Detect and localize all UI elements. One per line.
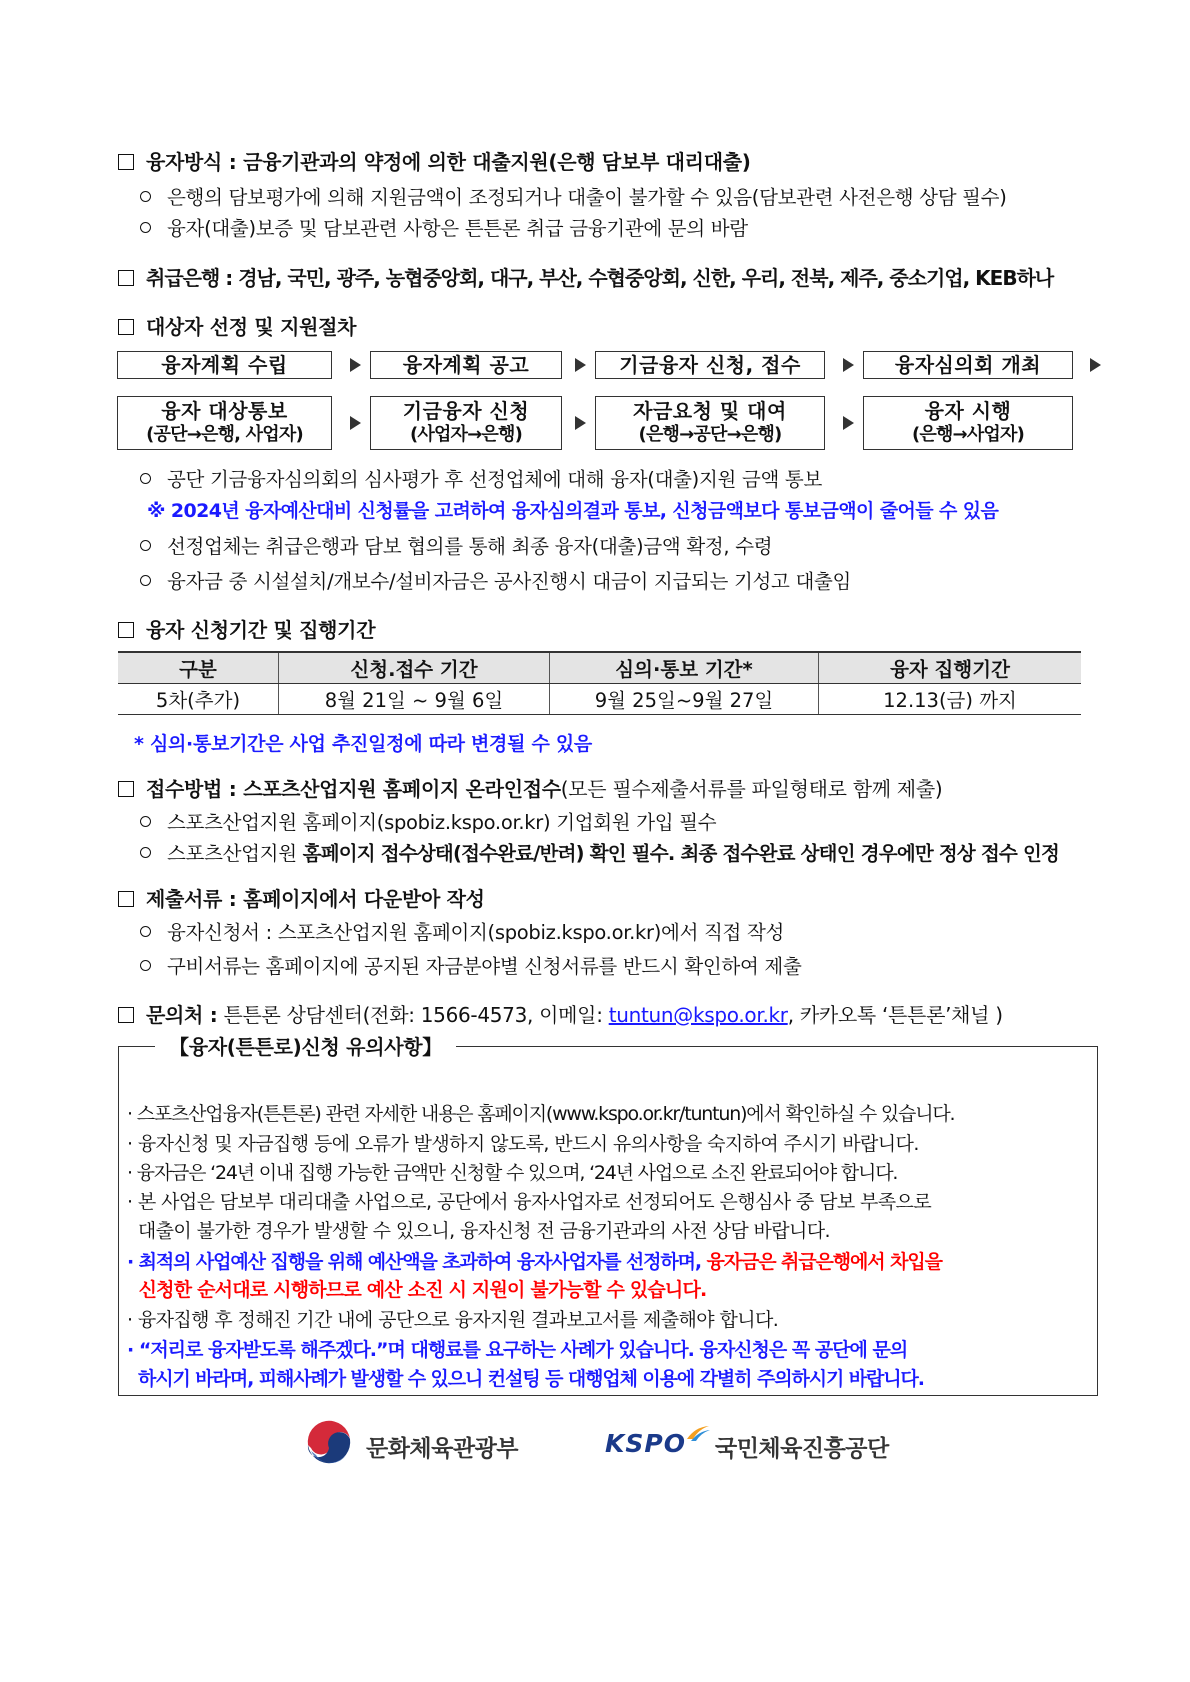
table-row — [118, 684, 1081, 715]
arrow-right-icon — [1090, 358, 1101, 372]
ministry-logo — [302, 1415, 522, 1471]
checkbox-square-icon — [118, 891, 134, 907]
checkbox-square-icon — [118, 781, 134, 797]
table-cell: 8월 21일 ~ 9월 6일 — [279, 684, 550, 715]
flow-step-sub: (은행→사업자) — [911, 424, 1025, 445]
table-cell: 9월 25일~9월 27일 — [550, 684, 819, 715]
arrow-right-icon — [843, 416, 854, 430]
contact-email-link[interactable]: tuntun@kspo.or.kr — [608, 1003, 788, 1027]
bullet-text: 구비서류는 홈페이지에 공지된 자금분야별 신청서류를 반드시 확인하여 제출 — [167, 955, 802, 978]
circle-bullet-icon — [140, 222, 151, 233]
period-note: * 심의·통보기간은 사업 추진일정에 따라 변경될 수 있음 — [134, 733, 592, 755]
table-cell: 12.13(금) 까지 — [819, 684, 1082, 715]
circle-bullet-icon — [140, 960, 151, 971]
flow-step-apply — [595, 351, 825, 379]
flow-step-sub: (사업자→은행) — [409, 424, 523, 445]
table-header: 구분 — [118, 652, 279, 684]
caution-line: · 본 사업은 담보부 대리대출 사업으로, 공단에서 융자사업자로 선정되어도 은행심사 중 담보 부족으로 — [127, 1191, 932, 1213]
section-loan-method — [118, 146, 751, 175]
schedule-table — [118, 651, 1081, 715]
contact-label: 문의처 : — [146, 1003, 218, 1027]
circle-bullet-icon — [140, 926, 151, 937]
swoosh-icon — [685, 1423, 711, 1443]
flow-step-committee — [863, 351, 1073, 379]
arrow-right-icon — [843, 358, 854, 372]
contact-text: 튼튼론 상담센터(전화: 1566-4573, 이메일: — [217, 1003, 609, 1027]
list-item — [140, 182, 1007, 210]
circle-bullet-icon — [140, 191, 151, 202]
bullet-text: 융자(대출)보증 및 담보관련 사항은 튼튼론 취급 금융기관에 문의 바람 — [167, 217, 748, 240]
table-header: 융자 집행기간 — [819, 652, 1082, 684]
bullet-text: 은행의 담보평가에 의해 지원금액이 조정되거나 대출이 불가할 수 있음(담보관련 사전은행 상담 필수) — [167, 186, 1007, 209]
checkbox-square-icon — [118, 1007, 134, 1023]
caution-warning-red: 신청한 순서대로 시행하므로 예산 소진 시 지원이 불가능할 수 있습니다. — [127, 1279, 707, 1301]
checkbox-square-icon — [118, 319, 134, 335]
list-item — [140, 807, 716, 835]
caution-line-blue: 하시기 바라며, 피해사례가 발생할 수 있으니 컨설팅 등 대행업체 이용에 각별히 주의하시기 바랍니다. — [127, 1368, 924, 1390]
circle-bullet-icon — [140, 816, 151, 827]
caution-title: 【융자(튼튼로)신청 유의사항】 — [155, 1031, 456, 1060]
ministry-name: 문화체육관광부 — [366, 1436, 519, 1462]
list-item — [140, 531, 772, 559]
section-banks — [118, 262, 1053, 291]
circle-bullet-icon — [140, 847, 151, 858]
section-contact — [118, 999, 1003, 1028]
flow-step-title: 융자 시행 — [924, 399, 1012, 423]
contact-text-after: , 카카오톡 ‘튼튼론’채널 ) — [787, 1003, 1003, 1027]
flow-step-loan-request — [370, 396, 562, 450]
kspo-logo — [605, 1415, 905, 1471]
checkbox-square-icon — [118, 270, 134, 286]
caution-line: · 융자신청 및 자금집행 등에 오류가 발생하지 않도록, 반드시 유의사항을 숙지하여 주시기 바랍니다. — [127, 1133, 919, 1155]
flow-step-label: 기금융자 신청, 접수 — [619, 353, 801, 377]
flow-step-execution — [863, 396, 1073, 450]
caution-line: · 융자금은 ‘24년 이내 집행 가능한 금액만 신청할 수 있으며, ‘24년 사업으로 소진 완료되어야 합니다. — [127, 1162, 898, 1184]
arrow-right-icon — [575, 358, 586, 372]
circle-bullet-icon — [140, 540, 151, 551]
flow-step-title: 기금융자 신청 — [402, 399, 530, 423]
list-item — [140, 917, 784, 945]
caution-line-blue: · “저리로 융자받도록 해주겠다.”며 대행료를 요구하는 사례가 있습니다. 융자신청은 꼭 공단에 문의 — [127, 1339, 908, 1361]
banks-label: 취급은행 : 경남, 국민, 광주, 농협중앙회, 대구, 부산, 수협중앙회, 신한, 우리, 전북, 제주, 중소기업, KEB하나 — [146, 266, 1054, 290]
list-item — [140, 464, 822, 492]
arrow-right-icon — [350, 416, 361, 430]
table-header: 신청.접수 기간 — [279, 652, 550, 684]
caution-line: 대출이 불가한 경우가 발생할 수 있으니, 융자신청 전 금융기관과의 사전 상담 바랍니다. — [127, 1220, 830, 1242]
reception-label-note: (모든 필수제출서류를 파일형태로 함께 제출) — [560, 777, 943, 801]
loan-method-label: 융자방식 : 금융기관과의 약정에 의한 대출지원(은행 담보부 대리대출) — [146, 150, 751, 174]
section-procedure — [118, 311, 356, 340]
kspo-wordmark: KSPO — [605, 1429, 686, 1458]
flow-step-funding — [595, 396, 825, 450]
list-item — [140, 951, 801, 979]
arrow-right-icon — [350, 358, 361, 372]
circle-bullet-icon — [140, 473, 151, 484]
procedure-label: 대상자 선정 및 지원절차 — [146, 315, 357, 339]
caution-line: · 스포츠산업융자(튼튼론) 관련 자세한 내용은 홈페이지(www.kspo.or.kr/tuntun)에서 확인하실 수 있습니다. — [127, 1103, 955, 1125]
flow-step-title: 융자 대상통보 — [161, 399, 288, 423]
procedure-note: ※ 2024년 융자예산대비 신청률을 고려하여 융자심의결과 통보, 신청금액보다 통보금액이 줄어들 수 있음 — [147, 500, 999, 522]
bullet-text: 공단 기금융자심의회의 심사평가 후 선정업체에 대해 융자(대출)지원 금액 통보 — [167, 468, 822, 491]
flow-step-notify — [117, 396, 332, 450]
kspo-name: 국민체육진흥공단 — [715, 1436, 889, 1462]
checkbox-square-icon — [118, 622, 134, 638]
list-item — [140, 213, 748, 241]
arrow-right-icon — [575, 416, 586, 430]
taegeuk-emblem-icon — [302, 1415, 356, 1469]
caution-box — [118, 1035, 1098, 1396]
list-item — [140, 838, 1059, 866]
period-label: 융자 신청기간 및 집행기간 — [146, 618, 376, 642]
bullet-text: 스포츠산업지원 — [167, 842, 303, 865]
caution-warning-blue: · 최적의 사업예산 집행을 위해 예산액을 초과하여 융자사업자를 선정하며, — [127, 1251, 707, 1273]
flow-step-title: 자금요청 및 대여 — [633, 399, 787, 423]
bullet-text: 스포츠산업지원 홈페이지(spobiz.kspo.or.kr) 기업회원 가입 필수 — [167, 811, 717, 834]
caution-line: · 융자집행 후 정해진 기간 내에 공단으로 융자지원 결과보고서를 제출해야 합니다. — [127, 1309, 779, 1331]
section-period — [118, 614, 375, 643]
bullet-text: 융자금 중 시설설치/개보수/설비자금은 공사진행시 대금이 지급되는 기성고 대출임 — [167, 570, 852, 593]
list-item — [140, 566, 851, 594]
flow-step-announce — [370, 351, 562, 379]
checkbox-square-icon — [118, 154, 134, 170]
flow-step-label: 융자심의회 개최 — [894, 353, 1042, 377]
section-reception — [118, 773, 942, 802]
table-cell: 5차(추가) — [118, 684, 279, 715]
caution-line-warning — [127, 1247, 942, 1274]
flow-step-sub: (공단→은행, 사업자) — [146, 424, 303, 445]
flow-step-plan — [117, 351, 332, 379]
bullet-text-bold: 홈페이지 접수상태(접수완료/반려) 확인 필수. 최종 접수완료 상태인 경우에만 정상 접수 인정 — [302, 842, 1060, 865]
caution-warning-red: 융자금은 취급은행에서 차입을 — [706, 1251, 942, 1273]
flow-step-sub: (은행→공단→은행) — [638, 424, 782, 445]
documents-label: 제출서류 : 홈페이지에서 다운받아 작성 — [146, 887, 485, 911]
circle-bullet-icon — [140, 575, 151, 586]
section-documents — [118, 883, 485, 912]
flow-step-label: 융자계획 수립 — [161, 353, 288, 377]
bullet-text: 선정업체는 취급은행과 담보 협의를 통해 최종 융자(대출)금액 확정, 수령 — [167, 535, 773, 558]
table-header: 심의·통보 기간* — [550, 652, 819, 684]
reception-label: 접수방법 : 스포츠산업지원 홈페이지 온라인접수 — [146, 777, 561, 801]
table-header-row — [118, 652, 1081, 684]
bullet-text: 융자신청서 : 스포츠산업지원 홈페이지(spobiz.kspo.or.kr)에서 직접 작성 — [167, 921, 785, 944]
flow-step-label: 융자계획 공고 — [402, 353, 530, 377]
